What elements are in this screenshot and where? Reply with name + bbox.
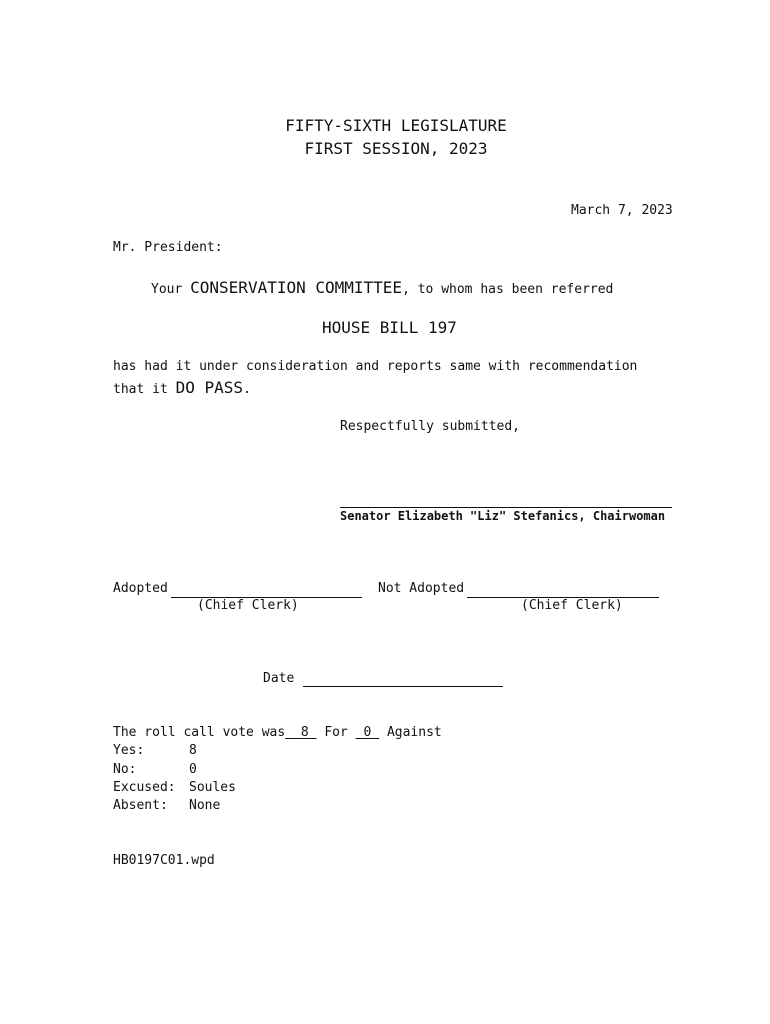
vote-value-excused: Soules (189, 780, 236, 795)
bill-number: HOUSE BILL 197 (322, 318, 457, 337)
signature-line (340, 507, 672, 508)
adopted-label: Adopted (113, 581, 168, 596)
session-title: FIRST SESSION, 2023 (304, 139, 488, 158)
for-count: 8 (300, 725, 309, 740)
report-date: March 7, 2023 (571, 203, 673, 218)
referral-prefix: Your (151, 282, 183, 297)
vote-label-excused: Excused: (113, 780, 176, 795)
vote-value-no: 0 (189, 762, 197, 777)
salutation: Mr. President: (113, 240, 223, 255)
referral-suffix: , to whom has been referred (402, 282, 614, 297)
date-field-line (303, 686, 503, 687)
signatory-name: Senator Elizabeth "Liz" Stefanics, Chairwoman (340, 509, 666, 523)
referral-line (151, 280, 613, 296)
committee-name: CONSERVATION COMMITTEE (190, 278, 403, 297)
chief-clerk-left: (Chief Clerk) (197, 598, 299, 613)
not-adopted-label: Not Adopted (378, 581, 465, 596)
consideration-prefix: that it (113, 382, 168, 397)
roll-call-line (113, 726, 442, 739)
closing: Respectfully submitted, (340, 419, 521, 434)
vote-value-yes: 8 (189, 743, 197, 758)
consideration-line-2 (113, 380, 251, 396)
recommendation: DO PASS (175, 378, 244, 397)
against-label: Against (386, 725, 442, 740)
vote-value-absent: None (189, 798, 221, 813)
consideration-line-1: has had it under consideration and reports same with recommendation (113, 359, 638, 374)
vote-label-absent: Absent: (113, 798, 168, 813)
legislature-title: FIFTY-SIXTH LEGISLATURE (285, 116, 507, 135)
vote-label-no: No: (113, 762, 137, 777)
for-label: For (324, 725, 348, 740)
consideration-suffix: . (243, 382, 251, 397)
vote-label-yes: Yes: (113, 743, 145, 758)
roll-call-prefix: The roll call vote was (113, 725, 286, 740)
against-count: 0 (363, 725, 372, 740)
chief-clerk-right: (Chief Clerk) (521, 598, 623, 613)
file-name: HB0197C01.wpd (113, 853, 215, 868)
date-field-label: Date (263, 671, 295, 686)
